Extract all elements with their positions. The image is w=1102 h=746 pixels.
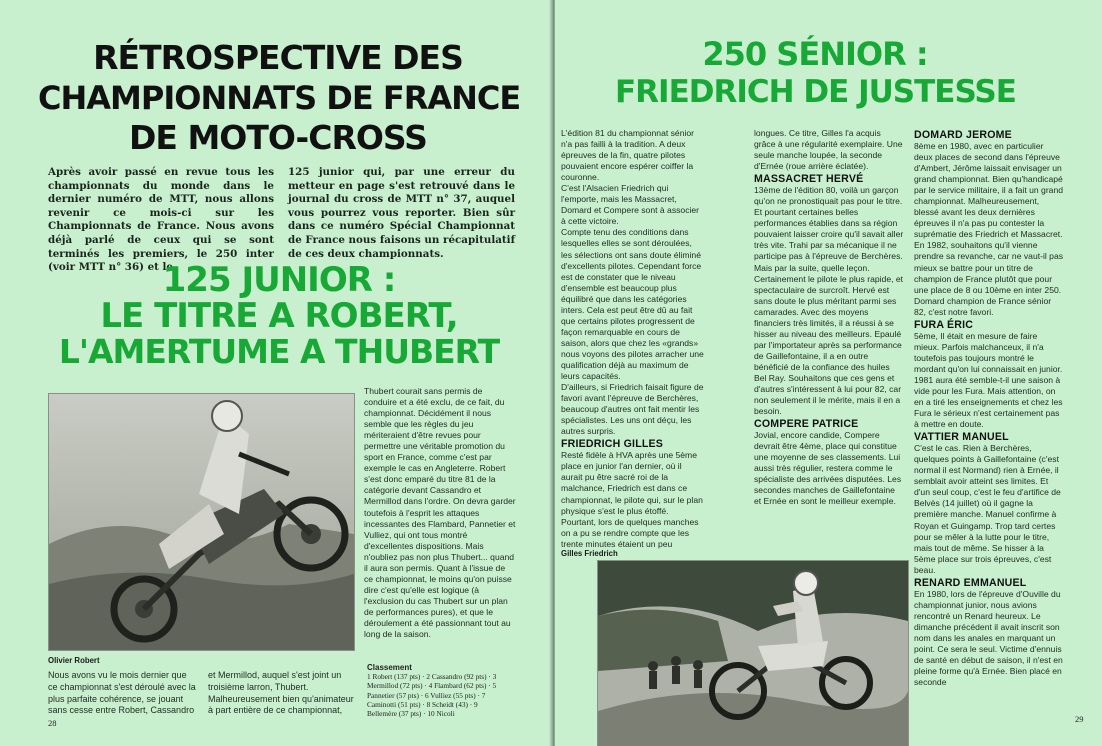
section-title [40, 262, 518, 370]
motocross-jump-illustration [598, 561, 908, 746]
page-number-right: 29 [1075, 714, 1084, 724]
subhead-fura: FURA ÉRIC [914, 318, 974, 331]
paragraph: 13ème de l'édition 80, voilà un garçon qu'on ne pronostiquait pas pour le titre. Et pourtant certaines belles performances établies dans sa région pouvaient laisser croire qu'il savait aller très vite. Trahi par sa mécanique il ne participe pas à l'épreuve de Berchères. Mais par la suite, quelle leçon. Certainement le pilote le plus rapide, et spectaculaire de surcroît. Hervé est sans doute le plus méritant parmi ses camarades. Avec des moyens financiers très limités, il a réussi à se hisser au niveau des meilleurs. Epaulé par l'importateur après sa performance de Gaillefontaine, il a en outre bénéficié de la confiance des huiles Bel Ray. Souhaitons que ces gens et d'autres s'intéressent à lui pour 82, car non seulement il le mérite, mais il en a besoin. [754, 185, 904, 417]
right-column-3 [914, 128, 1064, 688]
classement-row: Caminotti (51 pts) · 8 Scheidt (43) · 9 [367, 699, 478, 709]
classement-row: Bellemère (37 pts) · 10 Nicoli [367, 709, 455, 719]
paragraph: D'ailleurs, si Friedrich faisait figure de favori avant l'épreuve de Berchères, beaucoup d'autres ont fait mentir les spécialistes. Les uns ont déçu, les autres surpris. [561, 382, 704, 437]
subhead-renard: RENARD EMMANUEL [914, 576, 1027, 589]
page-number-left: 28 [48, 718, 57, 728]
subhead-massacret: MASSACRET HERVÉ [754, 173, 864, 186]
main-title [38, 38, 521, 158]
right-page [555, 0, 1102, 746]
paragraph: 5ème, Il était en mesure de faire mieux. Parfois malchanceux, il n'a toutefois pas toujours montré le mordant qu'on lui connaissait en junior. 1981 aura été semble-t-il une saison à vide pour les Fura. Mais attention, on en a tiré les enseignements et chez les Fura le sérieux n'est certainement pas à mettre en doute. [914, 330, 1063, 430]
paragraph: 8ème en 1980, avec en particulier deux places de second dans l'épreuve d'Ambert, Jérôme laissait envisager un grand championnat. Bien qu'handicapé par le service militaire, il a fait un grand championnat. Malheureusement, blessé avant les deux dernières épreuves il n'a pas pu contester la suprématie des Friedrich et Massacret. En 1982, souhaitons qu'il vienne prendre sa revanche, car ne vaut-il pas mieux se battre pour un titre de champion de France plutôt que pour une place de 8 ou 10ème en inter 250. Domard champion de France sénior 82, c'est notre favori. [914, 141, 1064, 317]
paragraph: longues. Ce titre, Gilles l'a acquis grâce à une régularité exemplaire. Une seule manche loupée, la seconde d'Ernée (roue arrière éclatée). [754, 128, 903, 172]
body-column-2: et Mermillod, auquel s'est joint un troisième larron, Thubert. Malheureusement bien qu'animateur à part entière de ce championnat, [208, 670, 354, 716]
right-title [615, 35, 1015, 111]
classement-title: Classement [367, 663, 412, 672]
intro-paragraph: L'édition 81 du championnat sénior n'a pas failli à la tradition. A deux épreuves de la fin, quatre pilotes pouvaient encore espérer coiffer la couronne. [561, 128, 695, 183]
classement-row: Mermillod (72 pts) · 4 Flambard (62 pts) · 5 [367, 681, 497, 691]
intro-column-2: 125 junior qui, par une erreur du metteur en page s'est retrouvé dans le journal du cross de MTT n° 37, auquel vous pourrez vous reporter. Bien sûr dans ce numéro Spécial Championnat de France nous faisons un récapitulatif de ces deux championnats. [288, 166, 515, 260]
side-text: Thubert courait sans permis de conduire et a été exclu, de ce fait, du championnat. Décidément il nous semble que les règles du jeu mériteraient d'être revues pour permettre une véritable promotion du sport en France, comme c'est par exemple le cas en Angleterre. Robert s'est donc emparé du titre 81 de la catégorie devant Cassandro et Mermillod dans l'ordre. On devra garder toutefois à l'esprit les attaques incessantes des Flambard, Pannetier et Vulliez, qui ont tous montré d'excellentes dispositions. Mais n'oubliez pas non plus Thubert... quand il aura son permis. Quant à l'issue de ce championnat, le moins qu'on puisse dire c'est qu'elle est logique (à l'exclusion du cas Thubert sur un plan de performances pures), et que le déroulement a été passionnant tout au long de la saison. [364, 386, 516, 640]
right-column-2 [754, 128, 904, 508]
classement-row: Pannetier (57 pts) · 6 Vulliez (55 pts) · 7 [367, 690, 486, 700]
photo-caption-robert: Olivier Robert [48, 656, 100, 665]
classement-box [367, 663, 519, 718]
paragraph: Jovial, encore candide, Compere devrait être 4ème, place qui constitue une moyenne de ses classements. Lui aussi très régulier, restera comme le spécialiste des arrivées disputées. Les secondes manches de Gaillefontaine et Ernée en sont le meilleur exemple. [754, 430, 902, 507]
main-title-line-2: CHAMPIONNATS DE FRANCE [38, 79, 521, 117]
section-title-line-2: LE TITRE A ROBERT, [100, 296, 458, 336]
intro-column-1: Après avoir passé en revue tous les championnats du monde dans le dernier numéro de MTT, nous allons revenir ce mois-ci sur les Championnats de France. Nous avons déjà parlé de ceux qui se sont terminés les premiers, le 250 inter (voir MTT n° 36) et le [48, 166, 274, 274]
paragraph: En 1980, lors de l'épreuve d'Ouville du championnat junior, nous avions rencontré un Renard heureux. Le dimanche précédent il avait inscrit son nom dans les anales en marquant un point. Ce sera le seul. Victime d'ennuis de santé en début de saison, il n'est en pleine forme qu'à Ernée. Bien placé en seconde [914, 588, 1063, 688]
motocross-jump-photo [597, 560, 909, 746]
paragraph: C'est l'Alsacien Friedrich qui l'emporte, mais les Massacret, Domard et Compere sont à associer à cette victoire. [561, 183, 700, 227]
subhead-friedrich: FRIEDRICH GILLES [561, 438, 664, 451]
classement-row: 1 Robert (137 pts) · 2 Cassandro (92 pts) · 3 [367, 672, 497, 682]
main-title-line-1: RÉTROSPECTIVE DES [93, 38, 463, 77]
paragraph: C'est le cas. Rien à Berchères, quelques points à Gaillefontaine (c'est normal il est Normand) rien à Ernée, il semblait avoir atteint ses limites. Et d'un seul coup, c'est le feu d'artifice de Belvès (14 juillet) où il gagne la première manche. Manuel confirme à Royan et Guingamp. Trop tard certes pour se mêler à la lutte pour le titre, mais tout de même. Se hisser à la 5ème place sur trois épreuves, c'est beau. [914, 443, 1061, 575]
subhead-vattier: VATTIER MANUEL [914, 431, 1009, 444]
photo-caption-friedrich: Gilles Friedrich [561, 549, 618, 558]
motocross-rider-photo [48, 393, 355, 651]
section-title-line-3: L'AMERTUME A THUBERT [58, 332, 500, 371]
subhead-domard: DOMARD JEROME [914, 129, 1012, 141]
motocross-rider-illustration [49, 394, 354, 650]
subhead-compere: COMPERE PATRICE [754, 418, 859, 431]
body-column-1: Nous avons vu le mois dernier que ce championnat s'est déroulé avec la plus parfaite cohérence, se jouant sans cesse entre Robert, Cassandro [48, 670, 196, 716]
right-title-line-1: 250 SÉNIOR : [702, 35, 928, 73]
main-title-line-3: DE MOTO-CROSS [129, 118, 427, 157]
right-column-1 [561, 128, 704, 550]
right-title-line-2: FRIEDRICH DE JUSTESSE [615, 74, 1016, 110]
section-title-line-1: 125 JUNIOR : [162, 260, 396, 300]
paragraph: Resté fidèle à HVA après une 5ème place en junior l'an dernier, où il aurait pu être sacré roi de la malchance, Friedrich est dans ce championnat, le pilote qui, sur le plan physique s'est le plus étoffé. Pourtant, lors de quelques manches on a pu se rendre compte que les trente minutes étaient un peu [561, 450, 703, 549]
paragraph: Compte tenu des conditions dans lesquelles elles se sont déroulées, les sélections ont sans doute éliminé d'excellents pilotes. Cependant force est de constater que le niveau d'ensemble est beaucoup plus équilibré que dans les catégories inters. Cela est peut être dû au fait que certains pilotes progressent de façon remarquable en cours de saison, alors que chez les «grands» nous voyons des pilotes arracher une qualification déjà au maximum de leurs capacités. [561, 227, 704, 382]
